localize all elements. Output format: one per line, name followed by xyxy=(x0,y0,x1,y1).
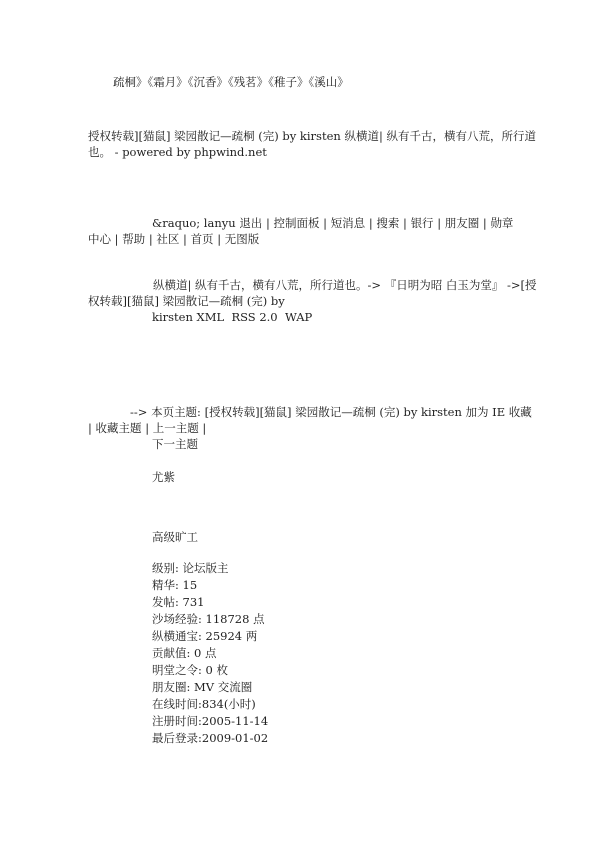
breadcrumb xyxy=(88,277,588,325)
rss-feed-link[interactable]: RSS 2.0 xyxy=(231,310,278,324)
next-topic-link[interactable]: 下一主题 xyxy=(152,437,198,451)
previous-topic-link[interactable]: | 上一主题 xyxy=(145,421,199,435)
stat-experience: 沙场经验: 118728 点 xyxy=(152,612,265,626)
stat-digest: 精华: 15 xyxy=(152,578,198,592)
breadcrumb-line-2 xyxy=(88,293,588,309)
user-nav-row-1: &raquo; lanyu 退出 | 控制面板 | 短消息 | 搜索 | 银行 | 朋友圈 | 勋章 xyxy=(152,216,514,230)
nav-friends-link[interactable]: 朋友圈 xyxy=(444,216,480,230)
series-list-text: 疏桐》《霜月》《沉香》《残茗》《稚子》《溪山》 xyxy=(113,75,349,89)
nav-control-panel-link[interactable]: 控制面板 xyxy=(273,216,320,230)
series-list xyxy=(113,74,349,90)
page-title-line-2: 也。 - powered by phpwind.net xyxy=(88,145,267,159)
breadcrumb-thread-link[interactable]: 权转载][猫鼠] 梁园散记—疏桐 (完) by xyxy=(88,294,285,308)
nav-text-version-link[interactable]: 无图版 xyxy=(224,232,260,246)
author-name xyxy=(152,469,175,485)
author-stats xyxy=(152,560,268,747)
xml-feed-link[interactable]: XML xyxy=(196,310,225,324)
separator: | xyxy=(202,421,207,435)
nav-help-link[interactable]: 帮助 xyxy=(122,232,146,246)
author-name-link[interactable]: 尤紫 xyxy=(152,470,175,484)
author-rank xyxy=(152,529,198,545)
nav-messages-link[interactable]: 短消息 xyxy=(330,216,366,230)
nav-search-link[interactable]: 搜索 xyxy=(376,216,400,230)
bookmark-topic-link[interactable]: | 收藏主题 xyxy=(88,421,142,435)
stat-contribution: 贡献值: 0 点 xyxy=(152,646,217,660)
nav-home-link[interactable]: 首页 xyxy=(190,232,214,246)
stat-friend-circle: 朋友圈: MV 交流圈 xyxy=(152,680,253,694)
stat-posts: 发帖: 731 xyxy=(152,595,205,609)
breadcrumb-author: kirsten xyxy=(152,310,193,324)
nav-medals-link[interactable]: 勋章 xyxy=(490,216,514,230)
topic-header xyxy=(88,404,598,452)
page-title xyxy=(88,128,588,160)
user-nav-row-2: 中心 | 帮助 | 社区 | 首页 | 无图版 xyxy=(88,232,260,246)
username-label: &raquo; lanyu xyxy=(152,216,236,230)
stat-hall-token: 明堂之令: 0 枚 xyxy=(152,663,229,677)
nav-logout-link[interactable]: 退出 xyxy=(239,216,263,230)
topic-line-3 xyxy=(88,436,598,452)
nav-community-link[interactable]: 社区 xyxy=(156,232,180,246)
topic-line-1 xyxy=(88,404,598,420)
topic-line-2 xyxy=(88,420,598,436)
stat-register-date: 注册时间:2005-11-14 xyxy=(152,714,269,728)
stat-level: 级别: 论坛版主 xyxy=(152,561,229,575)
nav-bank-link[interactable]: 银行 xyxy=(410,216,434,230)
breadcrumb-line-3 xyxy=(88,309,588,325)
stat-currency: 纵横通宝: 25924 两 xyxy=(152,629,258,643)
page-title-line-1: 授权转载][猫鼠] 梁园散记—疏桐 (完) by kirsten 纵横道| 纵有千古，横有八荒，所行道 xyxy=(88,129,536,143)
stat-last-login: 最后登录:2009-01-02 xyxy=(152,731,269,745)
author-rank-text: 高级旷工 xyxy=(152,530,198,544)
nav-medal-center-link[interactable]: 中心 xyxy=(88,232,111,246)
add-ie-favorite-link[interactable]: --> 本页主题: [授权转载][猫鼠] 梁园散记—疏桐 (完) by kirsten 加为 IE 收藏 xyxy=(130,405,532,419)
user-nav-menu xyxy=(88,215,588,247)
wap-link[interactable]: WAP xyxy=(284,310,313,324)
breadcrumb-line-1 xyxy=(88,277,588,293)
breadcrumb-forum-link[interactable]: 纵横道| 纵有千古，横有八荒，所行道也。-> 『日明为昭 白玉为堂』 ->[授 xyxy=(153,278,537,292)
stat-online-time: 在线时间:834(小时) xyxy=(152,697,256,711)
